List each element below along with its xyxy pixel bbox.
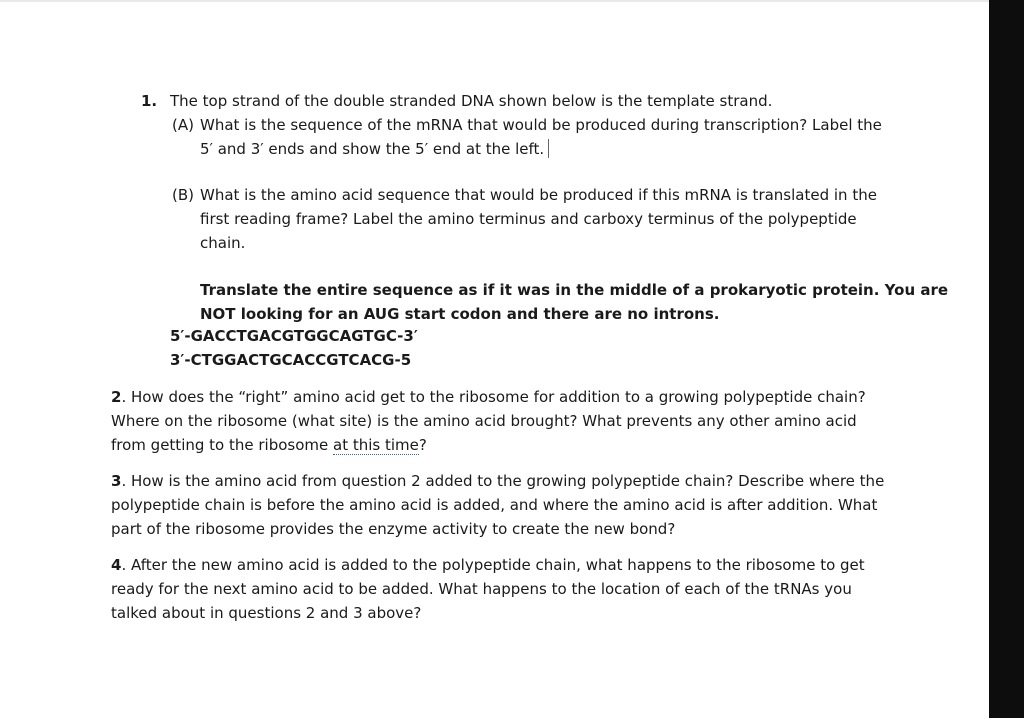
part-a-line-1: What is the sequence of the mRNA that would be produced during transcription? Label the bbox=[200, 116, 882, 134]
question-3-text-1: . How is the amino acid from question 2 added to the growing polypeptide chain? Describe where the bbox=[121, 472, 885, 490]
question-1-stem: The top strand of the double stranded DNA shown below is the template strand. bbox=[170, 92, 773, 110]
grammar-marked-phrase[interactable]: at this time bbox=[333, 436, 419, 454]
window-edge-bar bbox=[989, 0, 1024, 718]
dna-top-strand: 5′-GACCTGACGTGGCAGTGC-3′ bbox=[170, 327, 418, 345]
question-4-line-3: talked about in questions 2 and 3 above? bbox=[111, 604, 422, 622]
part-b-line-1: What is the amino acid sequence that would be produced if this mRNA is translated in the bbox=[200, 186, 877, 204]
question-4-text-1: . After the new amino acid is added to the polypeptide chain, what happens to the ribosome to get bbox=[121, 556, 865, 574]
question-3-line-1 bbox=[111, 470, 884, 492]
question-4-line-2: ready for the next amino acid to be added. What happens to the location of each of the tRNAs you bbox=[111, 580, 852, 598]
question-3-line-2: polypeptide chain is before the amino acid is added, and where the amino acid is after addition. What bbox=[111, 496, 878, 514]
question-2-line-2: Where on the ribosome (what site) is the amino acid brought? What prevents any other amino acid bbox=[111, 412, 857, 430]
question-2-number: 2 bbox=[111, 388, 122, 406]
question-4-number: 4 bbox=[111, 556, 122, 574]
question-4-line-1 bbox=[111, 554, 865, 576]
question-2-line-3 bbox=[111, 434, 427, 456]
question-2-text-3-pre: from getting to the ribosome bbox=[111, 436, 333, 454]
part-b-line-2: first reading frame? Label the amino terminus and carboxy terminus of the polypeptide bbox=[200, 210, 857, 228]
part-b-line-3: chain. bbox=[200, 234, 246, 252]
part-a-line-2-text: 5′ and 3′ ends and show the 5′ end at the left. bbox=[200, 140, 545, 158]
dna-bottom-strand: 3′-CTGGACTGCACCGTCACG-5 bbox=[170, 351, 412, 369]
part-b-label: (B) bbox=[172, 186, 194, 204]
question-2-line-1 bbox=[111, 386, 866, 408]
question-2-text-1: . How does the “right” amino acid get to the ribosome for addition to a growing polypeptide chain? bbox=[121, 388, 866, 406]
question-3-number: 3 bbox=[111, 472, 122, 490]
question-1-number: 1. bbox=[141, 92, 158, 110]
question-3-line-3: part of the ribosome provides the enzyme activity to create the new bond? bbox=[111, 520, 676, 538]
instruction-line-2: NOT looking for an AUG start codon and there are no introns. bbox=[200, 305, 720, 323]
question-2-text-3-post: ? bbox=[418, 436, 427, 454]
part-a-label: (A) bbox=[172, 116, 194, 134]
text-cursor bbox=[548, 139, 549, 158]
instruction-line-1: Translate the entire sequence as if it was in the middle of a prokaryotic protein. You are bbox=[200, 281, 949, 299]
part-a-line-2 bbox=[200, 138, 549, 160]
